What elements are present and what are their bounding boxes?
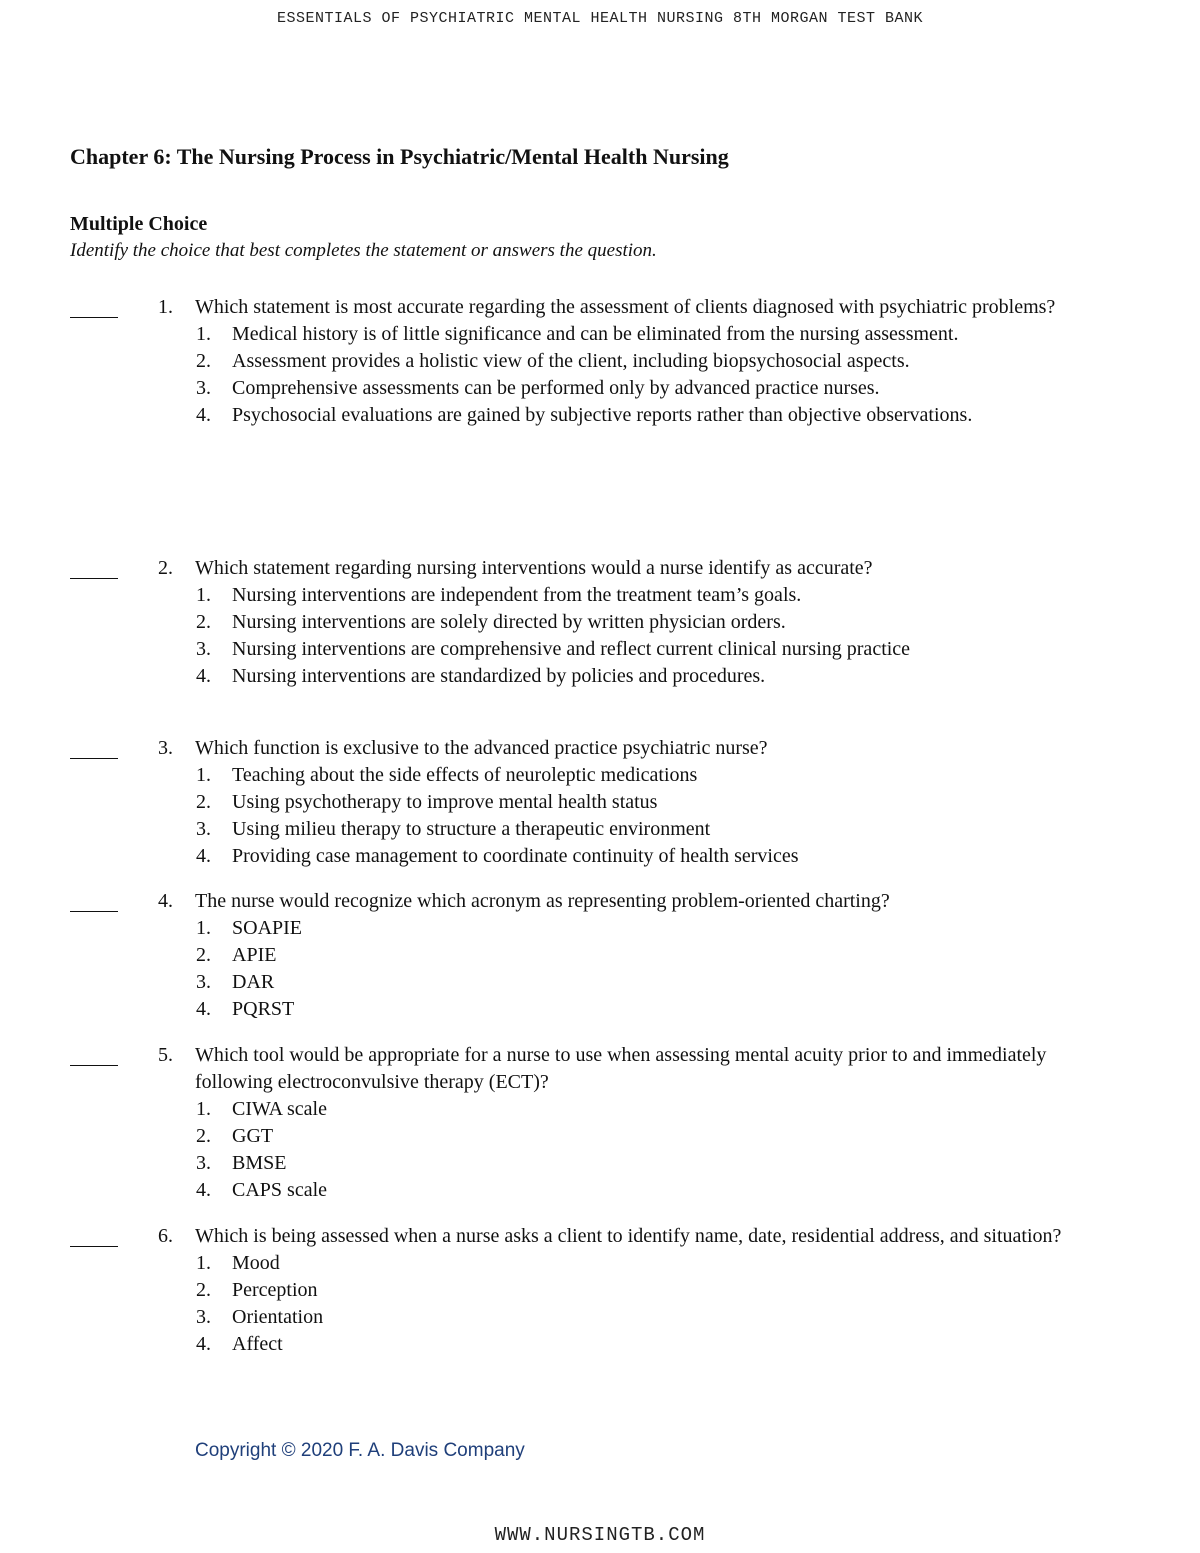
option-text: DAR	[232, 971, 275, 993]
option-number: 1.	[196, 764, 211, 786]
question-text: Which is being assessed when a nurse asks a client to identify name, date, residential address, and situation?	[195, 1225, 1062, 1247]
question-text: Which statement is most accurate regarding the assessment of clients diagnosed with psychiatric problems?	[195, 296, 1056, 318]
option-text: GGT	[232, 1125, 274, 1147]
option-text: BMSE	[232, 1152, 287, 1174]
option-number: 2.	[196, 350, 211, 372]
option-number: 3.	[196, 1152, 211, 1174]
option-number: 3.	[196, 971, 211, 993]
option-text: Nursing interventions are independent from the treatment team’s goals.	[232, 584, 802, 606]
option-text: Nursing interventions are comprehensive and reflect current clinical nursing practice	[232, 638, 911, 660]
option-text: Psychosocial evaluations are gained by subjective reports rather than objective observations.	[232, 404, 973, 426]
answer-blank[interactable]	[70, 294, 118, 321]
answer-option	[196, 375, 992, 402]
answer-option	[196, 1277, 992, 1304]
question-text: Which tool would be appropriate for a nurse to use when assessing mental acuity prior to and immediately following electroconvulsive therapy (ECT)?	[195, 1044, 1047, 1093]
question-3	[70, 735, 1150, 870]
question-number: 6.	[158, 1225, 173, 1247]
answer-options	[70, 762, 1150, 870]
option-number: 2.	[196, 1279, 211, 1301]
answer-option	[196, 1331, 992, 1358]
option-number: 1.	[196, 1252, 211, 1274]
answer-options	[70, 321, 1150, 429]
option-text: CAPS scale	[232, 1179, 327, 1201]
answer-options	[70, 915, 1150, 1023]
option-number: 4.	[196, 404, 211, 426]
option-text: APIE	[232, 944, 277, 966]
question-6	[70, 1223, 1150, 1358]
copyright-notice: Copyright © 2020 F. A. Davis Company	[195, 1440, 525, 1461]
option-number: 2.	[196, 1125, 211, 1147]
question-number: 4.	[158, 890, 173, 912]
option-text: Mood	[232, 1252, 280, 1274]
section-heading: Multiple Choice	[70, 213, 208, 235]
question-2	[70, 555, 1150, 690]
option-number: 3.	[196, 377, 211, 399]
answer-option	[196, 1096, 992, 1123]
chapter-title: Chapter 6: The Nursing Process in Psychiatric/Mental Health Nursing	[70, 144, 729, 169]
option-text: Using milieu therapy to structure a therapeutic environment	[232, 818, 711, 840]
question-number: 2.	[158, 557, 173, 579]
answer-options	[70, 582, 1150, 690]
option-text: Perception	[232, 1279, 318, 1301]
answer-option	[196, 636, 992, 663]
answer-option	[196, 663, 992, 690]
option-text: Assessment provides a holistic view of the client, including biopsychosocial aspects.	[232, 350, 910, 372]
option-number: 4.	[196, 845, 211, 867]
question-number: 3.	[158, 737, 173, 759]
question-text: Which function is exclusive to the advanced practice psychiatric nurse?	[195, 737, 768, 759]
option-text: SOAPIE	[232, 917, 303, 939]
option-text: Using psychotherapy to improve mental health status	[232, 791, 658, 813]
question-1	[70, 294, 1150, 429]
answer-options	[70, 1250, 1150, 1358]
answer-option	[196, 1304, 992, 1331]
answer-option	[196, 1150, 992, 1177]
question-4	[70, 888, 1150, 1023]
answer-option	[196, 816, 992, 843]
option-number: 3.	[196, 1306, 211, 1328]
option-text: Teaching about the side effects of neuroleptic medications	[232, 764, 698, 786]
option-number: 3.	[196, 638, 211, 660]
answer-option	[196, 1123, 992, 1150]
answer-option	[196, 1177, 992, 1204]
answer-blank[interactable]	[70, 888, 118, 915]
answer-option	[196, 402, 992, 429]
answer-option	[196, 789, 992, 816]
answer-option	[196, 915, 992, 942]
option-text: Affect	[232, 1333, 283, 1355]
answer-option	[196, 969, 992, 996]
option-number: 2.	[196, 944, 211, 966]
answer-option	[196, 942, 992, 969]
option-number: 1.	[196, 584, 211, 606]
question-5	[70, 1042, 1150, 1204]
option-text: Comprehensive assessments can be performed only by advanced practice nurses.	[232, 377, 880, 399]
question-number: 1.	[158, 296, 173, 318]
question-text: Which statement regarding nursing interventions would a nurse identify as accurate?	[195, 557, 873, 579]
answer-option	[196, 321, 992, 348]
question-number: 5.	[158, 1044, 173, 1066]
running-header: ESSENTIALS OF PSYCHIATRIC MENTAL HEALTH NURSING 8TH MORGAN TEST BANK	[276, 10, 924, 27]
option-number: 2.	[196, 791, 211, 813]
answer-option	[196, 1250, 992, 1277]
answer-option	[196, 609, 992, 636]
option-number: 3.	[196, 818, 211, 840]
option-number: 4.	[196, 998, 211, 1020]
option-text: PQRST	[232, 998, 295, 1020]
section-instructions: Identify the choice that best completes the statement or answers the question.	[70, 240, 657, 261]
option-number: 1.	[196, 1098, 211, 1120]
option-number: 4.	[196, 1333, 211, 1355]
answer-option	[196, 762, 992, 789]
answer-option	[196, 582, 992, 609]
answer-blank[interactable]	[70, 1042, 118, 1069]
answer-options	[70, 1096, 1150, 1204]
answer-blank[interactable]	[70, 555, 118, 582]
answer-blank[interactable]	[70, 735, 118, 762]
option-text: Nursing interventions are solely directed by written physician orders.	[232, 611, 786, 633]
option-text: Nursing interventions are standardized by policies and procedures.	[232, 665, 766, 687]
footer-url[interactable]: WWW.NURSINGTB.COM	[494, 1524, 706, 1546]
option-number: 2.	[196, 611, 211, 633]
answer-option	[196, 843, 992, 870]
answer-option	[196, 348, 992, 375]
answer-option	[196, 996, 992, 1023]
option-text: Orientation	[232, 1306, 324, 1328]
question-text: The nurse would recognize which acronym as representing problem-oriented charting?	[195, 890, 890, 912]
option-text: Providing case management to coordinate continuity of health services	[232, 845, 799, 867]
option-number: 1.	[196, 917, 211, 939]
option-text: Medical history is of little significance and can be eliminated from the nursing assessment.	[232, 323, 959, 345]
option-number: 4.	[196, 1179, 211, 1201]
answer-blank[interactable]	[70, 1223, 118, 1250]
option-text: CIWA scale	[232, 1098, 327, 1120]
option-number: 4.	[196, 665, 211, 687]
option-number: 1.	[196, 323, 211, 345]
